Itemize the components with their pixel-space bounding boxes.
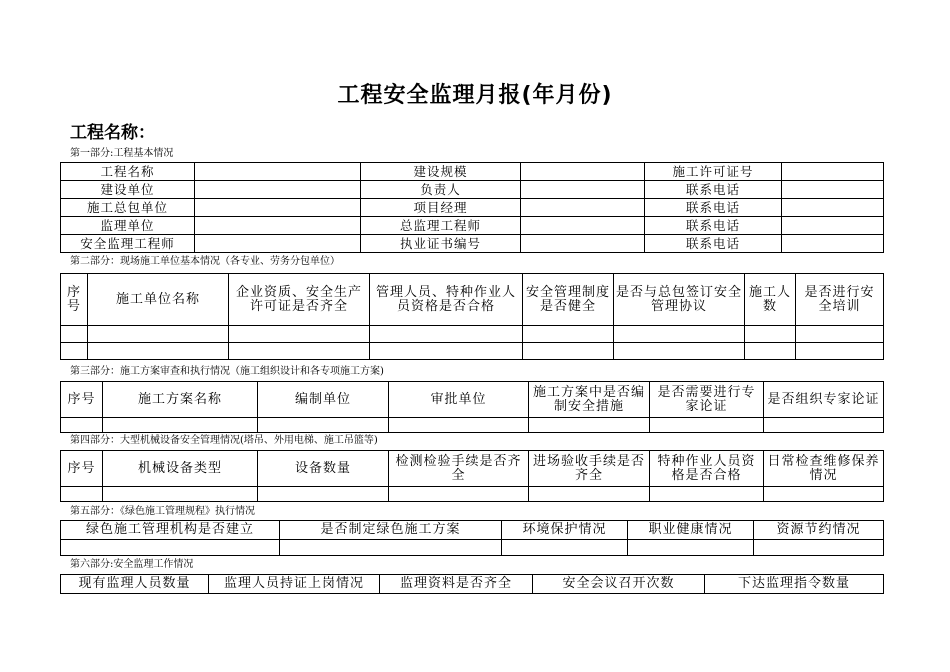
data-cell[interactable] xyxy=(280,540,502,556)
header-cell: 日常检查维修保养情况 xyxy=(764,451,884,487)
header-cell: 管理人员、特种作业人员资格是否合格 xyxy=(370,274,523,326)
data-cell[interactable] xyxy=(61,418,103,433)
header-cell: 施工单位名称 xyxy=(88,274,229,326)
header-cell: 编制单位 xyxy=(258,382,389,418)
data-cell[interactable] xyxy=(103,487,258,502)
part3-heading: 第三部分：施工方案审查和执行情况（施工组织设计和各专项施工方案) xyxy=(70,366,384,377)
header-cell: 进场验收手续是否齐全 xyxy=(529,451,650,487)
label-cell: 联系电话 xyxy=(645,235,782,253)
table-row xyxy=(61,343,884,360)
part6-heading: 第六部分:安全监理工作情况 xyxy=(70,559,194,570)
header-cell: 是否进行安全培训 xyxy=(796,274,884,326)
table-header-row xyxy=(61,521,884,540)
header-cell: 序号 xyxy=(61,274,88,326)
value-cell[interactable] xyxy=(195,199,361,217)
header-cell: 绿色施工管理机构是否建立 xyxy=(61,521,280,540)
data-cell[interactable] xyxy=(764,418,884,433)
header-cell: 安全管理制度是否健全 xyxy=(523,274,614,326)
label-cell: 施工总包单位 xyxy=(61,199,195,217)
data-cell[interactable] xyxy=(229,326,370,343)
header-cell: 安全会议召开次数 xyxy=(533,575,705,594)
data-cell[interactable] xyxy=(88,326,229,343)
data-cell[interactable] xyxy=(229,343,370,360)
header-cell: 企业资质、安全生产许可证是否齐全 xyxy=(229,274,370,326)
value-cell[interactable] xyxy=(782,163,884,181)
table-row xyxy=(61,199,884,217)
data-cell[interactable] xyxy=(523,326,614,343)
table-header-row xyxy=(61,382,884,418)
data-cell[interactable] xyxy=(614,326,745,343)
header-cell: 设备数量 xyxy=(258,451,389,487)
table-row xyxy=(61,235,884,253)
value-cell[interactable] xyxy=(521,217,645,235)
part6-table xyxy=(60,574,884,594)
data-cell[interactable] xyxy=(745,326,796,343)
table-row xyxy=(61,181,884,199)
label-cell: 监理单位 xyxy=(61,217,195,235)
part5-table xyxy=(60,520,884,556)
table-header-row xyxy=(61,451,884,487)
label-cell: 建设单位 xyxy=(61,181,195,199)
data-cell[interactable] xyxy=(764,487,884,502)
header-cell: 监理资料是否齐全 xyxy=(380,575,533,594)
value-cell[interactable] xyxy=(521,235,645,253)
part2-table xyxy=(60,273,884,360)
part1-table xyxy=(60,162,884,253)
label-cell: 负责人 xyxy=(361,181,521,199)
value-cell[interactable] xyxy=(195,235,361,253)
data-cell[interactable] xyxy=(796,326,884,343)
data-cell[interactable] xyxy=(650,487,764,502)
data-cell[interactable] xyxy=(258,418,389,433)
header-cell: 是否组织专家论证 xyxy=(764,382,884,418)
data-cell[interactable] xyxy=(61,343,88,360)
data-cell[interactable] xyxy=(258,487,389,502)
data-cell[interactable] xyxy=(745,343,796,360)
part4-table xyxy=(60,450,884,502)
header-cell: 现有监理人员数量 xyxy=(61,575,209,594)
part2-heading: 第二部分：现场施工单位基本情况（各专业、劳务分包单位） xyxy=(70,256,340,267)
value-cell[interactable] xyxy=(782,217,884,235)
value-cell[interactable] xyxy=(195,181,361,199)
header-cell: 施工方案中是否编制安全措施 xyxy=(529,382,650,418)
data-cell[interactable] xyxy=(754,540,884,556)
header-cell: 特种作业人员资格是否合格 xyxy=(650,451,764,487)
data-cell[interactable] xyxy=(523,343,614,360)
label-cell: 总监理工程师 xyxy=(361,217,521,235)
part4-heading: 第四部分：大型机械设备安全管理情况(塔吊、外用电梯、施工吊篮等) xyxy=(70,435,378,446)
header-cell: 序号 xyxy=(61,382,103,418)
label-cell: 联系电话 xyxy=(645,181,782,199)
part5-heading: 第五部分：《绿色施工管理规程》执行情况 xyxy=(70,506,255,517)
table-row xyxy=(61,326,884,343)
table-row xyxy=(61,217,884,235)
header-cell: 施工方案名称 xyxy=(103,382,258,418)
data-cell[interactable] xyxy=(370,326,523,343)
value-cell[interactable] xyxy=(521,199,645,217)
label-cell: 联系电话 xyxy=(645,199,782,217)
value-cell[interactable] xyxy=(521,163,645,181)
header-cell: 检测检验手续是否齐全 xyxy=(389,451,529,487)
data-cell[interactable] xyxy=(88,343,229,360)
data-cell[interactable] xyxy=(529,418,650,433)
label-cell: 安全监理工程师 xyxy=(61,235,195,253)
header-cell: 环境保护情况 xyxy=(502,521,628,540)
label-cell: 项目经理 xyxy=(361,199,521,217)
table-header-row xyxy=(61,575,884,594)
header-cell: 职业健康情况 xyxy=(628,521,754,540)
table-header-row xyxy=(61,274,884,326)
data-cell[interactable] xyxy=(529,487,650,502)
data-cell[interactable] xyxy=(796,343,884,360)
value-cell[interactable] xyxy=(782,199,884,217)
project-name-label: 工程名称： xyxy=(70,123,155,143)
value-cell[interactable] xyxy=(195,217,361,235)
table-row xyxy=(61,540,884,556)
value-cell[interactable] xyxy=(782,235,884,253)
data-cell[interactable] xyxy=(389,418,529,433)
data-cell[interactable] xyxy=(502,540,628,556)
page-title: 工程安全监理月报(年月份) xyxy=(337,83,613,108)
label-cell: 建设规模 xyxy=(361,163,521,181)
header-cell: 机械设备类型 xyxy=(103,451,258,487)
data-cell[interactable] xyxy=(61,487,103,502)
data-cell[interactable] xyxy=(103,418,258,433)
header-cell: 是否制定绿色施工方案 xyxy=(280,521,502,540)
data-cell[interactable] xyxy=(61,326,88,343)
label-cell: 执业证书编号 xyxy=(361,235,521,253)
label-cell: 联系电话 xyxy=(645,217,782,235)
data-cell[interactable] xyxy=(61,540,280,556)
table-row xyxy=(61,487,884,502)
header-cell: 是否需要进行专家论证 xyxy=(650,382,764,418)
table-row xyxy=(61,163,884,181)
label-cell: 工程名称 xyxy=(61,163,195,181)
header-cell: 是否与总包签订安全管理协议 xyxy=(614,274,745,326)
header-cell: 审批单位 xyxy=(389,382,529,418)
value-cell[interactable] xyxy=(782,181,884,199)
label-cell: 施工许可证号 xyxy=(645,163,782,181)
data-cell[interactable] xyxy=(628,540,754,556)
header-cell: 施工人数 xyxy=(745,274,796,326)
data-cell[interactable] xyxy=(389,487,529,502)
header-cell: 下达监理指令数量 xyxy=(705,575,884,594)
header-cell: 序号 xyxy=(61,451,103,487)
data-cell[interactable] xyxy=(614,343,745,360)
value-cell[interactable] xyxy=(521,181,645,199)
data-cell[interactable] xyxy=(650,418,764,433)
table-row xyxy=(61,418,884,433)
header-cell: 监理人员持证上岗情况 xyxy=(209,575,380,594)
header-cell: 资源节约情况 xyxy=(754,521,884,540)
data-cell[interactable] xyxy=(370,343,523,360)
part1-heading: 第一部分:工程基本情况 xyxy=(70,148,174,159)
part3-table xyxy=(60,381,884,433)
value-cell[interactable] xyxy=(195,163,361,181)
